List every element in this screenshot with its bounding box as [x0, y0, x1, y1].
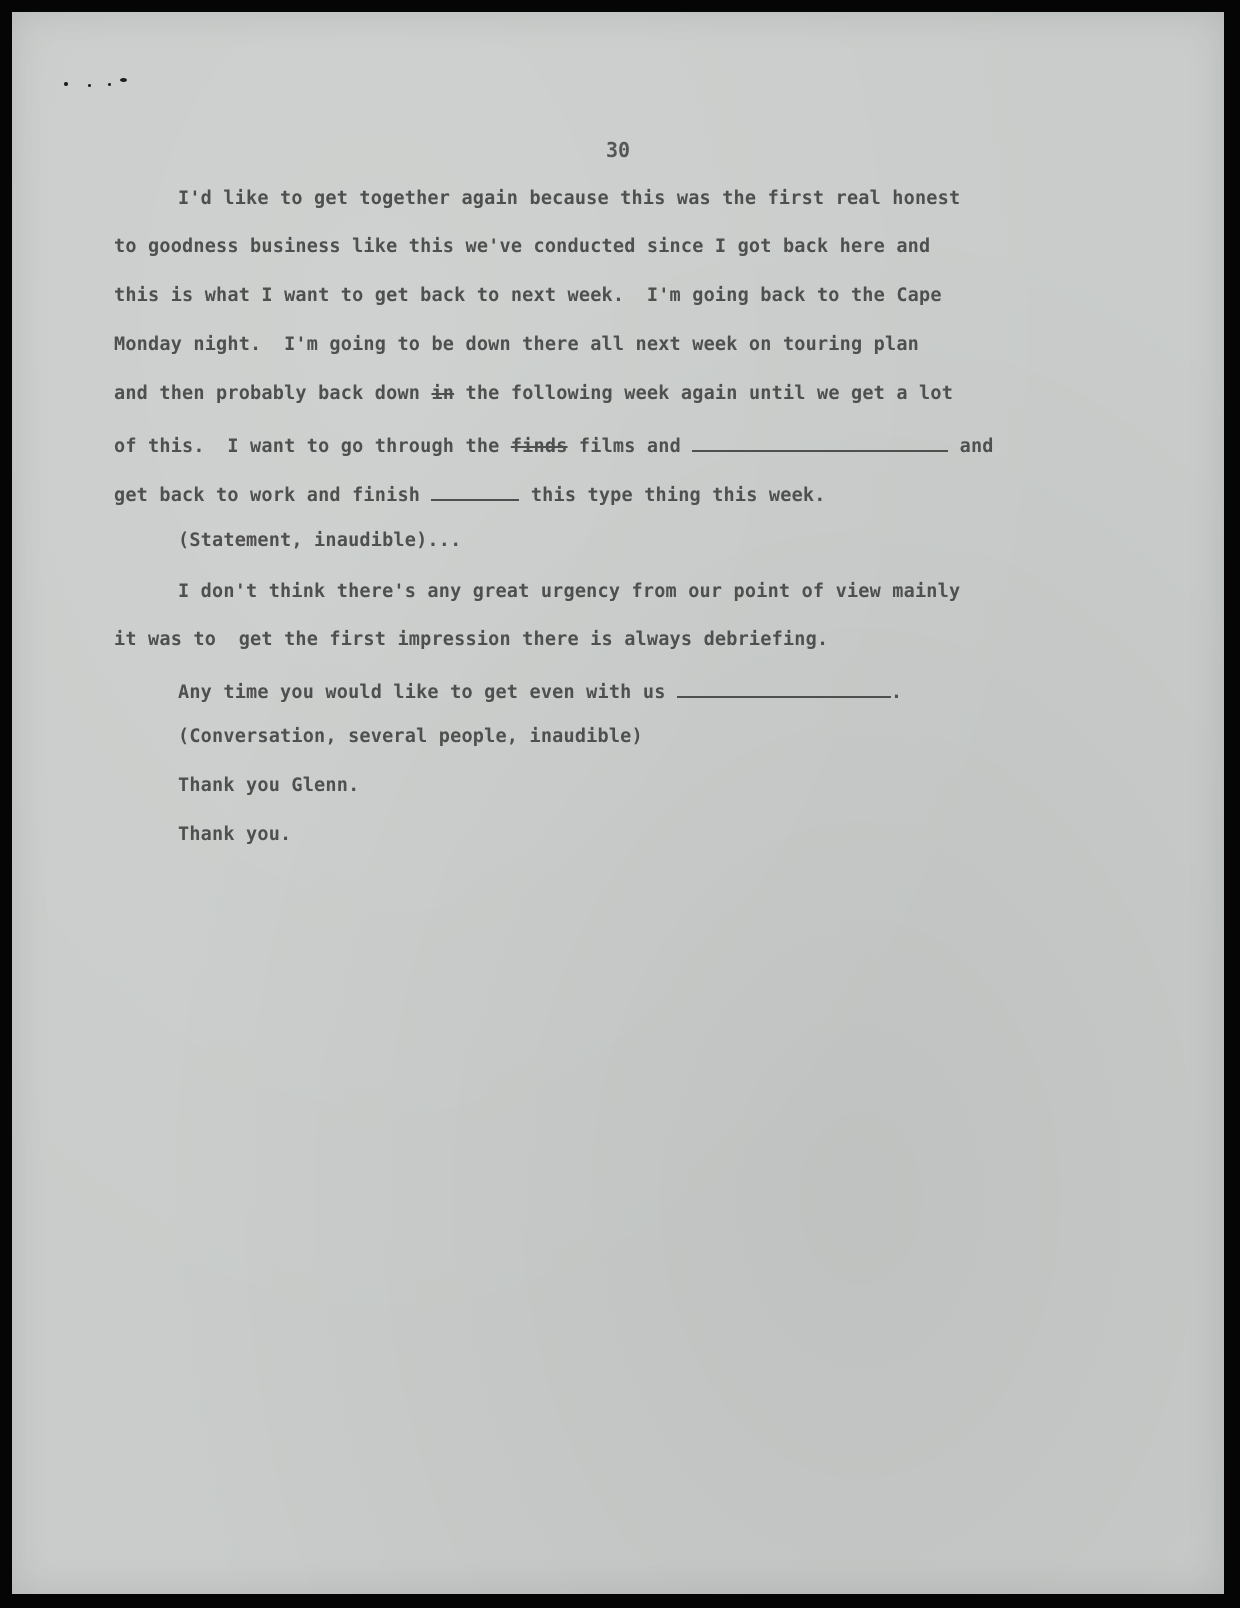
text-line: Monday night. I'm going to be down there all next week on touring plan [114, 334, 919, 355]
text-segment: Any time you would like to get even with us [178, 682, 666, 703]
text-segment: films and [578, 436, 681, 457]
text-segment: and [959, 436, 994, 457]
text-segment: of this. I want to go through the [114, 436, 500, 457]
text-line: (Statement, inaudible)... [178, 530, 462, 551]
blank-line [692, 430, 948, 452]
text-line: I don't think there's any great urgency from our point of view mainly [178, 581, 961, 602]
text-segment: this type thing this week. [530, 485, 826, 506]
text-segment: . [890, 682, 903, 703]
ink-speck [108, 83, 111, 86]
text-line [114, 430, 994, 456]
text-segment: the following week again until we get a lot [465, 383, 954, 404]
page-number: 30 [605, 138, 631, 162]
text-segment: get back to work and finish [114, 485, 421, 506]
text-line: it was to get the first impression there is always debriefing. [114, 629, 829, 650]
text-line [114, 479, 826, 505]
text-line [114, 381, 953, 407]
text-line: I'd like to get together again because this was the first real honest [178, 188, 961, 209]
document-page [12, 12, 1224, 1594]
text-line: to goodness business like this we've conducted since I got back here and [114, 236, 931, 257]
text-line [178, 676, 902, 702]
text-line: Thank you Glenn. [178, 775, 360, 796]
text-line: this is what I want to get back to next week. I'm going back to the Cape [114, 285, 942, 306]
text-line: (Conversation, several people, inaudible) [178, 726, 643, 747]
blank-line [677, 676, 891, 698]
ink-speck [88, 84, 91, 87]
struck-word: finds [510, 436, 568, 457]
ink-speck [64, 82, 68, 86]
text-segment: and then probably back down [114, 383, 421, 404]
struck-word: in [431, 383, 455, 404]
ink-speck [120, 78, 127, 82]
text-line: Thank you. [178, 824, 292, 845]
blank-line [431, 479, 519, 501]
